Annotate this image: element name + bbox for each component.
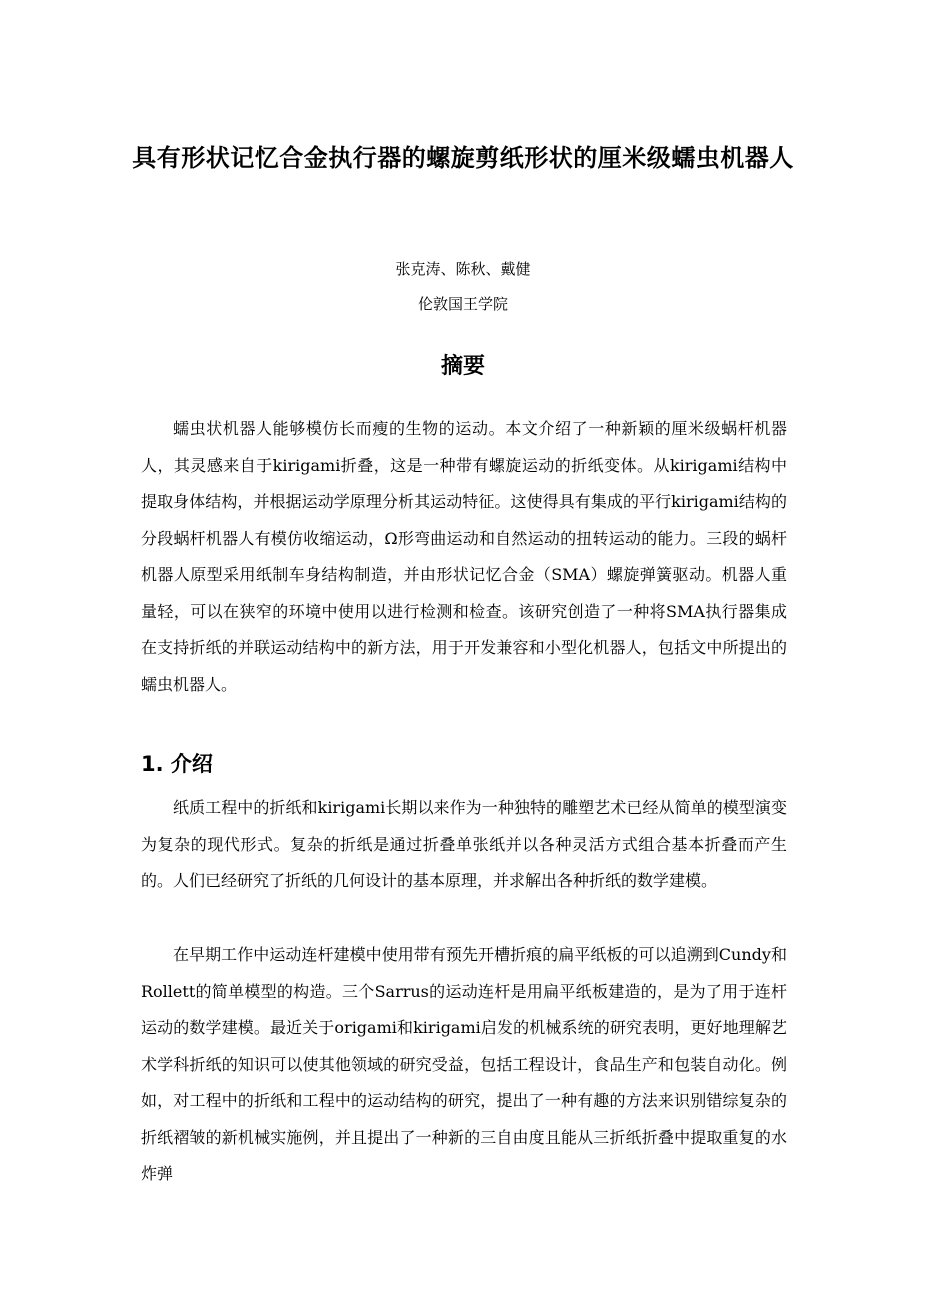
- paper-title: 具有形状记忆合金执行器的螺旋剪纸形状的厘米级蠕虫机器人: [132, 144, 794, 172]
- abstract-heading: 摘要: [440, 354, 485, 379]
- section-heading-introduction: 1. 介绍: [141, 752, 213, 776]
- paper-authors: 张克涛、陈秋、戴健: [395, 260, 531, 278]
- paper-affiliation: 伦敦国王学院: [417, 295, 508, 313]
- introduction-paragraph-2: 在早期工作中运动连杆建模中使用带有预先开槽折痕的扁平纸板的可以追溯到Cundy和Rollett的简单模型的构造。三个Sarrus的运动连杆是用扁平纸板建造的，是为了用于连杆运动的数学建模。最近关于origami和kirigami启发的机械系统的研究表明，更好地理解艺术学科折纸的知识可以使其他领域的研究受益，包括工程设计，食品生产和包装自动化。例如，对工程中的折纸和工程中的运动结构的研究，提出了一种有趣的方法来识别错综复杂的折纸褶皱的新机械实施例，并且提出了一种新的三自由度且能从三折纸折叠中提取重复的水炸弹: [141, 945, 787, 1183]
- introduction-paragraph-1: 纸质工程中的折纸和kirigami长期以来作为一种独特的雕塑艺术已经从简单的模型演变为复杂的现代形式。复杂的折纸是通过折叠单张纸并以各种灵活方式组合基本折叠而产生的。人们已经研究了折纸的几何设计的基本原理，并求解出各种折纸的数学建模。: [141, 798, 787, 890]
- abstract-body: 蠕虫状机器人能够模仿长而瘦的生物的运动。本文介绍了一种新颖的厘米级蜗杆机器人，其灵感来自于kirigami折叠，这是一种带有螺旋运动的折纸变体。从kirigami结构中提取身体结构，并根据运动学原理分析其运动特征。这使得具有集成的平行kirigami结构的分段蜗杆机器人有模仿收缩运动，Ω形弯曲运动和自然运动的扭转运动的能力。三段的蜗杆机器人原型采用纸制车身结构制造，并由形状记忆合金（SMA）螺旋弹簧驱动。机器人重量轻，可以在狭窄的环境中使用以进行检测和检查。该研究创造了一种将SMA执行器集成在支持折纸的并联运动结构中的新方法，用于开发兼容和小型化机器人，包括文中所提出的蠕虫机器人。: [141, 419, 787, 694]
